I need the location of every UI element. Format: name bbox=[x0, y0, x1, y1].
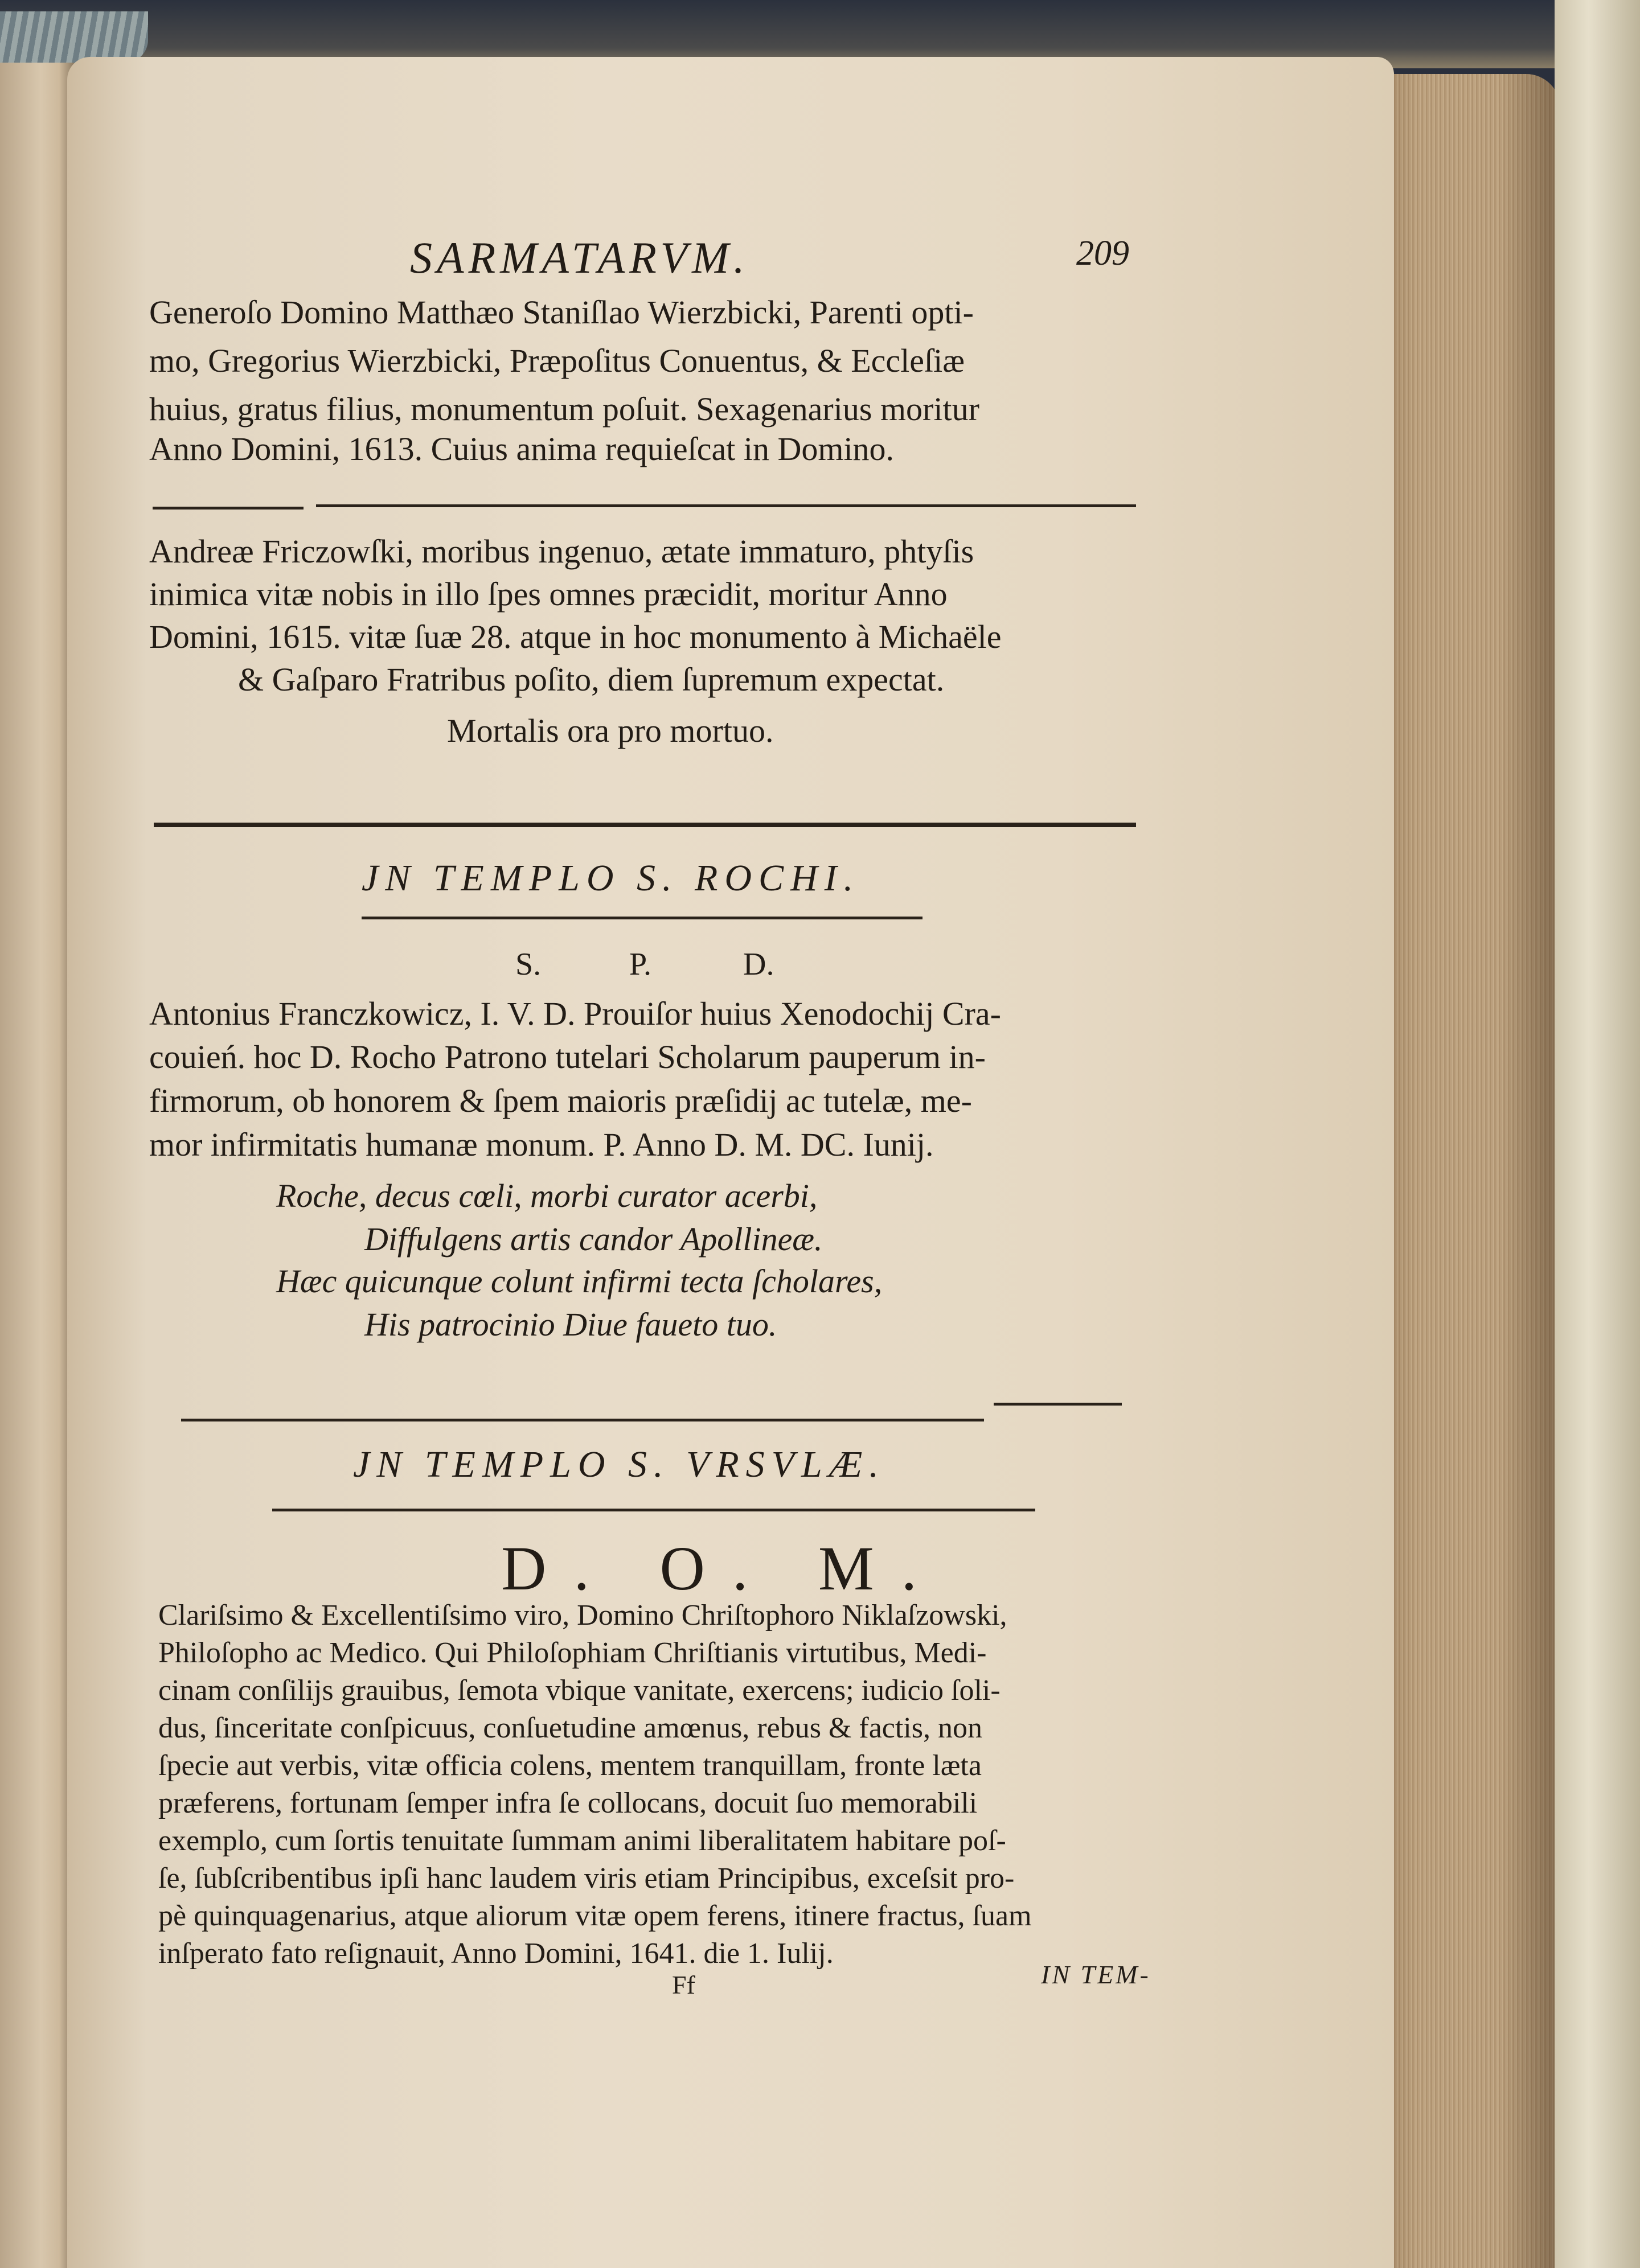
text-line: & Gaſparo Fratribus poſito, diem ſupremum expectat. bbox=[238, 661, 945, 698]
page-number: 209 bbox=[1076, 234, 1129, 273]
separator-rule bbox=[994, 1403, 1122, 1406]
text-line: ſe, ſubſcribentibus ipſi hanc laudem viris etiam Principibus, exceſsit pro- bbox=[158, 1862, 1015, 1895]
text-line: firmorum, ob honorem & ſpem maioris præſidij ac tutelæ, me- bbox=[149, 1082, 972, 1119]
text-line: couień. hoc D. Rocho Patrono tutelari Scholarum pauperum in- bbox=[149, 1038, 986, 1075]
text-line: exemplo, cum ſortis tenuitate ſummam animi liberalitatem habitare poſ- bbox=[158, 1825, 1006, 1857]
text-line: Clariſsimo & Excellentiſsimo viro, Domino Chriſtophoro Niklaſzowski, bbox=[158, 1599, 1007, 1632]
book-cover bbox=[1555, 0, 1640, 2268]
text-line: ſpecie aut verbis, vitæ officia colens, mentem tranquillam, fronte læta bbox=[158, 1749, 982, 1782]
separator-rule bbox=[153, 507, 304, 510]
spd-d: D. bbox=[743, 947, 774, 982]
text-line: huius, gratus filius, monumentum poſuit. Sexagenarius moritur bbox=[149, 391, 979, 428]
text-line: cinam conſilijs grauibus, ſemota vbique vanitate, exercens; iudicio ſoli- bbox=[158, 1674, 1001, 1707]
bookmark-ribbon bbox=[0, 11, 148, 63]
text-line: inſperato fato reſignauit, Anno Domini, 1641. die 1. Iulij. bbox=[158, 1937, 834, 1970]
verse-line: His patrocinio Diue faueto tuo. bbox=[364, 1306, 777, 1343]
heading-underline bbox=[272, 1509, 1035, 1511]
text-line: Andreæ Friczowſki, moribus ingenuo, ætate immaturo, phtyſis bbox=[149, 533, 974, 570]
text-line: Domini, 1615. vitæ ſuæ 28. atque in hoc monumento à Michaële bbox=[149, 618, 1002, 655]
text-line: dus, ſinceritate conſpicuus, conſuetudine amœnus, rebus & factis, non bbox=[158, 1712, 982, 1744]
catchword: IN TEM- bbox=[1041, 1960, 1151, 1989]
dom-heading: D. O. M. bbox=[501, 1534, 945, 1603]
signature-mark: Ff bbox=[672, 1970, 695, 1999]
text-line: præferens, fortunam ſemper infra ſe collocans, docuit ſuo memorabili bbox=[158, 1787, 978, 1819]
text-line: Anno Domini, 1613. Cuius anima requieſcat in Domino. bbox=[149, 430, 895, 467]
section-double-rule bbox=[154, 823, 1136, 827]
spd-s: S. bbox=[515, 947, 542, 982]
text-line: Philoſopho ac Medico. Qui Philoſophiam Chriſtianis virtutibus, Medi- bbox=[158, 1637, 987, 1669]
left-page-edge bbox=[0, 63, 74, 2268]
verse-line: Roche, decus cœli, morbi curator acerbi, bbox=[276, 1177, 818, 1214]
text-line: Antonius Franczkowicz, I. V. D. Prouiſor huius Xenodochij Cra- bbox=[149, 995, 1001, 1032]
running-title: SARMATARVM. bbox=[410, 233, 749, 282]
section-heading-rochi: JN TEMPLO S. ROCHI. bbox=[362, 857, 860, 899]
separator-rule bbox=[316, 504, 1136, 507]
text-line: mo, Gregorius Wierzbicki, Præpoſitus Conuentus, & Eccleſiæ bbox=[149, 342, 965, 379]
section-heading-ursulae: JN TEMPLO S. VRSVLÆ. bbox=[353, 1444, 885, 1485]
heading-underline bbox=[362, 917, 922, 919]
separator-rule bbox=[181, 1419, 984, 1421]
verse-line: Hæc quicunque colunt infirmi tecta ſcholares, bbox=[276, 1263, 883, 1300]
text-line: Generoſo Domino Matthæo Staniſlao Wierzbicki, Parenti opti- bbox=[149, 294, 974, 331]
text-line: inimica vitæ nobis in illo ſpes omnes præcidit, moritur Anno bbox=[149, 576, 948, 613]
verse-line: Diffulgens artis candor Apollineæ. bbox=[364, 1221, 823, 1258]
text-line: pè quinquagenarius, atque aliorum vitæ opem ferens, itinere fractus, ſuam bbox=[158, 1900, 1032, 1932]
text-line: Mortalis ora pro mortuo. bbox=[447, 712, 774, 749]
spd-p: P. bbox=[629, 947, 651, 982]
text-line: mor infirmitatis humanæ monum. P. Anno D. M. DC. Iunij. bbox=[149, 1126, 934, 1163]
